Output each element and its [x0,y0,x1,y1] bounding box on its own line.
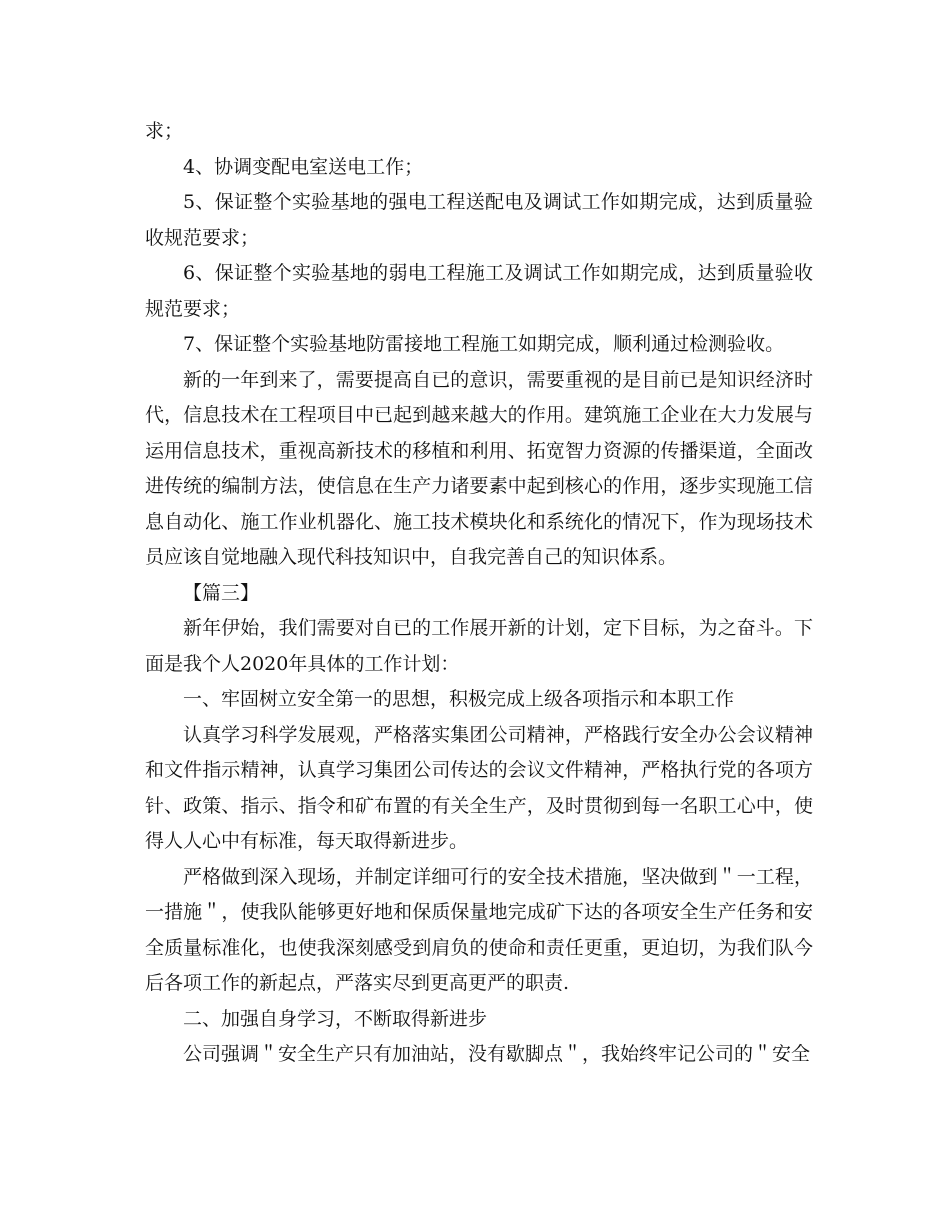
paragraph-continuation: 求； [145,120,184,142]
document-body [145,114,813,1073]
list-item-6: 6、保证整个实验基地的弱电工程施工及调试工作如期完成，达到质量验收规范要求； [145,262,813,320]
paragraph-new-year-awareness: 新的一年到来了，需要提高自已的意识，需要重视的是目前已是知识经济时代，信息技术在工程项目中已起到越来越大的作用。建筑施工企业在大力发展与运用信息技术，重视高新技术的移植和利用、拓宽智力资源的传播渠道，全面改进传统的编制方法，使信息在生产力诸要素中起到核心的作用，逐步实现施工信息自动化、施工作业机器化、施工技术模块化和系统化的情况下，作为现场技术员应该自觉地融入现代科技知识中，自我完善自己的知识体系。 [145,368,813,568]
paragraph-company-emphasis: 公司强调＂安全生产只有加油站，没有歇脚点＂，我始终牢记公司的＂安全 [183,1043,811,1065]
paragraph-study-development: 认真学习科学发展观，严格落实集团公司精神，严格践行安全办公会议精神和文件指示精神，认真学习集团公司传达的会议文件精神，严格执行党的各项方针、政策、指示、指令和矿布置的有关全生产，及时贯彻到每一名职工心中，使得人人心中有标准，每天取得新进步。 [145,723,813,852]
paragraph-on-site-measures: 严格做到深入现场，并制定详细可行的安全技术措施，坚决做到＂一工程，一措施＂，使我队能够更好地和保质保量地完成矿下达的各项安全生产任务和安全质量标准化，也使我深刻感受到肩负的使命和责任更重，更迫切，为我们队今后各项工作的新起点，严落实尽到更高更严的职责. [145,865,813,994]
section-heading-part-three: 【篇三】 [183,581,260,604]
list-item-4: 4、协调变配电室送电工作； [183,155,424,178]
list-item-7: 7、保证整个实验基地防雷接地工程施工如期完成，顺利通过检测验收。 [183,333,785,355]
subheading-safety-first: 一、牢固树立安全第一的思想，积极完成上级各项指示和本职工作 [183,688,735,710]
list-item-5: 5、保证整个实验基地的强电工程送配电及调试工作如期完成，达到质量验收规范要求； [145,191,813,249]
paragraph-intro-plan: 新年伊始，我们需要对自已的工作展开新的计划，定下目标，为之奋斗。下面是我个人2020年具体的工作计划： [145,617,813,675]
subheading-self-study: 二、加强自身学习，不断取得新进步 [183,1007,488,1030]
